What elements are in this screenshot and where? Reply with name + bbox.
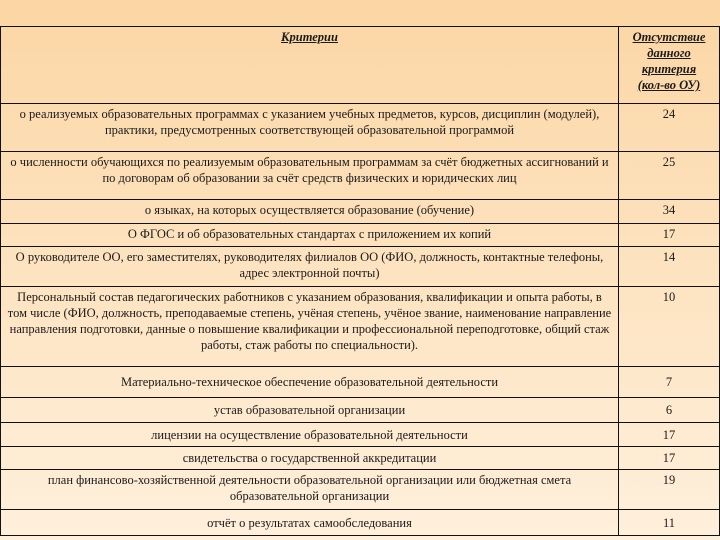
table-row <box>1 510 720 536</box>
criterion-count: 6 <box>619 398 720 423</box>
table-row <box>1 247 720 287</box>
table-row <box>1 287 720 367</box>
table-row <box>1 398 720 423</box>
criterion-count: 25 <box>619 152 720 200</box>
criterion-count: 17 <box>619 224 720 247</box>
header-count-line: Отсутствие <box>632 30 706 44</box>
header-count <box>619 27 720 104</box>
criterion-count: 11 <box>619 510 720 536</box>
table-row <box>1 104 720 152</box>
criterion-text: устав образовательной организации <box>1 398 619 423</box>
criterion-count: 10 <box>619 287 720 367</box>
table-row <box>1 152 720 200</box>
table-row <box>1 470 720 510</box>
table-row <box>1 447 720 470</box>
criterion-count: 17 <box>619 423 720 447</box>
criterion-text: свидетельства о государственной аккредитации <box>1 447 619 470</box>
table-header-row <box>1 27 720 104</box>
header-count-line: (кол-во ОУ) <box>637 78 701 92</box>
criterion-text: Материально-техническое обеспечение образовательной деятельности <box>1 367 619 398</box>
table-row <box>1 367 720 398</box>
criterion-count: 17 <box>619 447 720 470</box>
criterion-text: О ФГОС и об образовательных стандартах с приложением их копий <box>1 224 619 247</box>
criterion-text: лицензии на осуществление образовательной деятельности <box>1 423 619 447</box>
criterion-text: о численности обучающихся по реализуемым образовательным программам за счёт бюджетных ассигнований и по договорам об образовании за счёт средств физических и юридических лиц <box>1 152 619 200</box>
criterion-text: о языках, на которых осуществляется образование (обучение) <box>1 200 619 224</box>
criterion-count: 24 <box>619 104 720 152</box>
criterion-count: 7 <box>619 367 720 398</box>
header-count-line: данного <box>647 46 691 60</box>
table-row <box>1 423 720 447</box>
criterion-text: отчёт о результатах самообследования <box>1 510 619 536</box>
criterion-count: 34 <box>619 200 720 224</box>
header-criteria: Критерии <box>1 27 619 104</box>
table-row <box>1 224 720 247</box>
criterion-text: О руководителе ОО, его заместителях, руководителях филиалов ОО (ФИО, должность, контактные телефоны, адрес электронной почты) <box>1 247 619 287</box>
criterion-text: план финансово-хозяйственной деятельности образовательной организации или бюджетная смета образовательной организации <box>1 470 619 510</box>
header-count-line: критерия <box>641 62 697 76</box>
criterion-text: о реализуемых образовательных программах с указанием учебных предметов, курсов, дисциплин (модулей), практики, предусмотренных соответствующей образовательной программой <box>1 104 619 152</box>
criterion-count: 19 <box>619 470 720 510</box>
criterion-count: 14 <box>619 247 720 287</box>
criteria-table <box>0 26 720 536</box>
table-row <box>1 200 720 224</box>
criterion-text: Персональный состав педагогических работников с указанием образования, квалификации и опыта работы, в том числе (ФИО, должность, преподаваемые степень, учёная степень, учёное звание, наименование направление направления подготовки, данные о повышение квалификации и профессиональной переподготовке, общий стаж работы, стаж работы по специальности). <box>1 287 619 367</box>
